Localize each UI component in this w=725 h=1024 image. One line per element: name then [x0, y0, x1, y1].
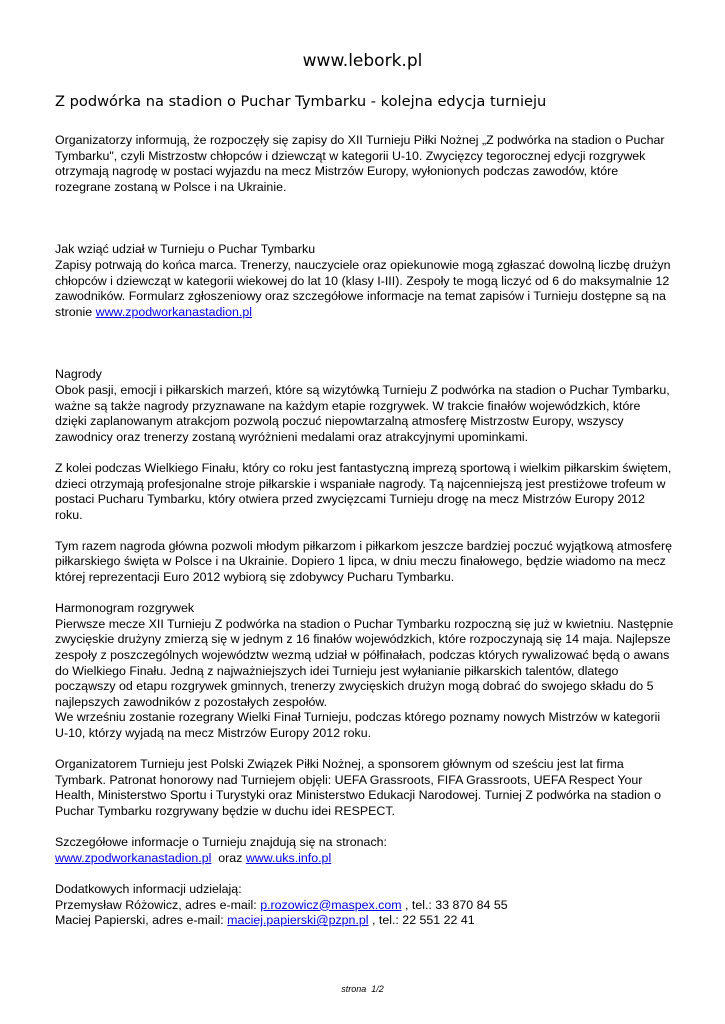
- article-body: [55, 133, 675, 929]
- contact-line-2: [55, 913, 675, 929]
- intro-paragraph: Organizatorzy informują, że rozpoczęły się zapisy do XII Turnieju Piłki Nożnej „Z podwórka na stadion o Puchar Tymbarku", czyli Mistrzostw chłopców i dziewcząt w kategorii U-10. Zwycięzcy tegorocznej edycji rozgrywek otrzymają nagrodę w postaci wyjazdu na mecz Mistrzów Europy, wyłonionych podczas zawodów, które rozegrane zostaną w Polsce i na Ukrainie.: [55, 133, 665, 194]
- contact-1-email-link[interactable]: p.rozowicz@maspex.com: [260, 897, 402, 912]
- contact-line-1: [55, 898, 675, 914]
- contact-2-email-link[interactable]: maciej.papierski@pzpn.pl: [227, 913, 369, 928]
- page-number: 1/2: [371, 984, 384, 994]
- details-text: Szczegółowe informacje o Turnieju znajdują się na stronach:: [55, 835, 387, 850]
- article-title: Z podwórka na stadion o Puchar Tymbarku - kolejna edycja turnieju: [55, 93, 547, 110]
- prizes-heading: Nagrody: [55, 367, 102, 382]
- join-link[interactable]: www.zpodworkanastadion.pl: [95, 304, 253, 319]
- contact-2-prefix: Maciej Papierski, adres e-mail:: [55, 913, 224, 928]
- details-links: [55, 851, 675, 867]
- schedule-paragraph-1: Pierwsze mecze XII Turnieju Z podwórka na stadion o Puchar Tymbarku rozpoczną się już w kwietniu. Następnie zwycięskie drużyny zmierzą się w jednym z 16 finałów wojewódzkich, które rozpoczynają się 14 maja. Najlepsze zespoły z poszczególnych województw wezmą udział w półfinałach, podczas których rywalizować będą o awans do Wielkiego Finału. Jedną z najważniejszych idei Turnieju jest wyłanianie piłkarskich talentów, dlatego począwszy od etapu rozgrywek gminnych, trenerzy zwycięskich drużyn mogą dobrać do swojego składu do 5 najlepszych zawodników z pozostałych zespołów.: [55, 616, 674, 709]
- schedule-paragraph-2: We wrześniu zostanie rozegrany Wielki Finał Turnieju, podczas którego poznamy nowych Mistrzów w kategorii U-10, którzy wyjadą na mecz Mistrzów Europy 2012 roku.: [55, 710, 661, 740]
- contact-2-phone: , tel.: 22 551 22 41: [372, 913, 475, 928]
- contact-1-prefix: Przemysław Różowicz, adres e-mail:: [55, 897, 257, 912]
- schedule-heading: Harmonogram rozgrywek: [55, 601, 195, 616]
- prizes-paragraph-1: Obok pasji, emocji i piłkarskich marzeń, które są wizytówką Turnieju Z podwórka na stadion o Puchar Tymbarku, ważne są także nagrody przyznawane na każdym etapie rozgrywek. W trakcie finałów wojewódzkich, które dzięki zaplanowanym atrakcjom pozwolą poczuć niepowtarzalną atmosferę Mistrzostw Europy, wszyscy zawodnicy oraz trenerzy zostaną wyróżnieni medalami oraz atrakcyjnymi upominkami.: [55, 382, 670, 444]
- site-header: www.lebork.pl: [302, 51, 423, 71]
- details-and: oraz: [218, 850, 243, 865]
- page-footer: [0, 984, 725, 994]
- join-heading: Jak wziąć udział w Turnieju o Puchar Tymbarku: [55, 242, 316, 257]
- organizer-paragraph: Organizatorem Turnieju jest Polski Związek Piłki Nożnej, a sponsorem głównym od sześciu jest lat firma Tymbark. Patronat honorowy nad Turniejem objęli: UEFA Grassroots, FIFA Grassroots, UEFA Respect Your Health, Ministerstwo Sportu i Turystyki oraz Ministerstwo Edukacji Narodowej. Turniej Z podwórka na stadion o Puchar Tymbarku rozgrywany będzie w duchu idei RESPECT.: [55, 757, 662, 818]
- details-link-uks[interactable]: www.uks.info.pl: [245, 850, 332, 865]
- join-text: Zapisy potrwają do końca marca. Trenerzy, nauczyciele oraz opiekunowie mogą zgłaszać dowolną liczbę drużyn chłopców i dziewcząt w kategorii wiekowej do lat 10 (klasy I-III). Zespoły te mogą liczyć od 6 do maksymalnie 12 zawodników. Formularz zgłoszeniowy oraz szczegółowe informacje na temat zapisów i Turnieju dostępne są na stronie: [55, 257, 671, 319]
- contact-1-phone: , tel.: 33 870 84 55: [405, 897, 508, 912]
- join-paragraph: [55, 258, 675, 320]
- prizes-paragraph-3: Tym razem nagroda główna pozwoli młodym piłkarzom i piłkarkom jeszcze bardziej poczuć wyjątkową atmosferę piłkarskiego święta w Polsce i na Ukrainie. Dopiero 1 lipca, w dniu meczu finałowego, będzie wiadomo na mecz której reprezentacji Euro 2012 wybiorą się zdobywcy Pucharu Tymbarku.: [55, 538, 673, 585]
- page-label: strona: [341, 984, 367, 994]
- contact-heading: Dodatkowych informacji udzielają:: [55, 881, 242, 896]
- prizes-paragraph-2: Z kolei podczas Wielkiego Finału, który co roku jest fantastyczną imprezą sportową i wielkim piłkarskim świętem, dzieci otrzymają profesjonalne stroje piłkarskie i wspaniałe nagrody. Tą najcenniejszą jest prestiżowe trofeum w postaci Pucharu Tymbarku, który otwiera przed zwycięzcami Turnieju drogę na mecz Mistrzów Europy 2012 roku.: [55, 460, 672, 522]
- details-link-zpodworka[interactable]: www.zpodworkanastadion.pl: [55, 850, 212, 865]
